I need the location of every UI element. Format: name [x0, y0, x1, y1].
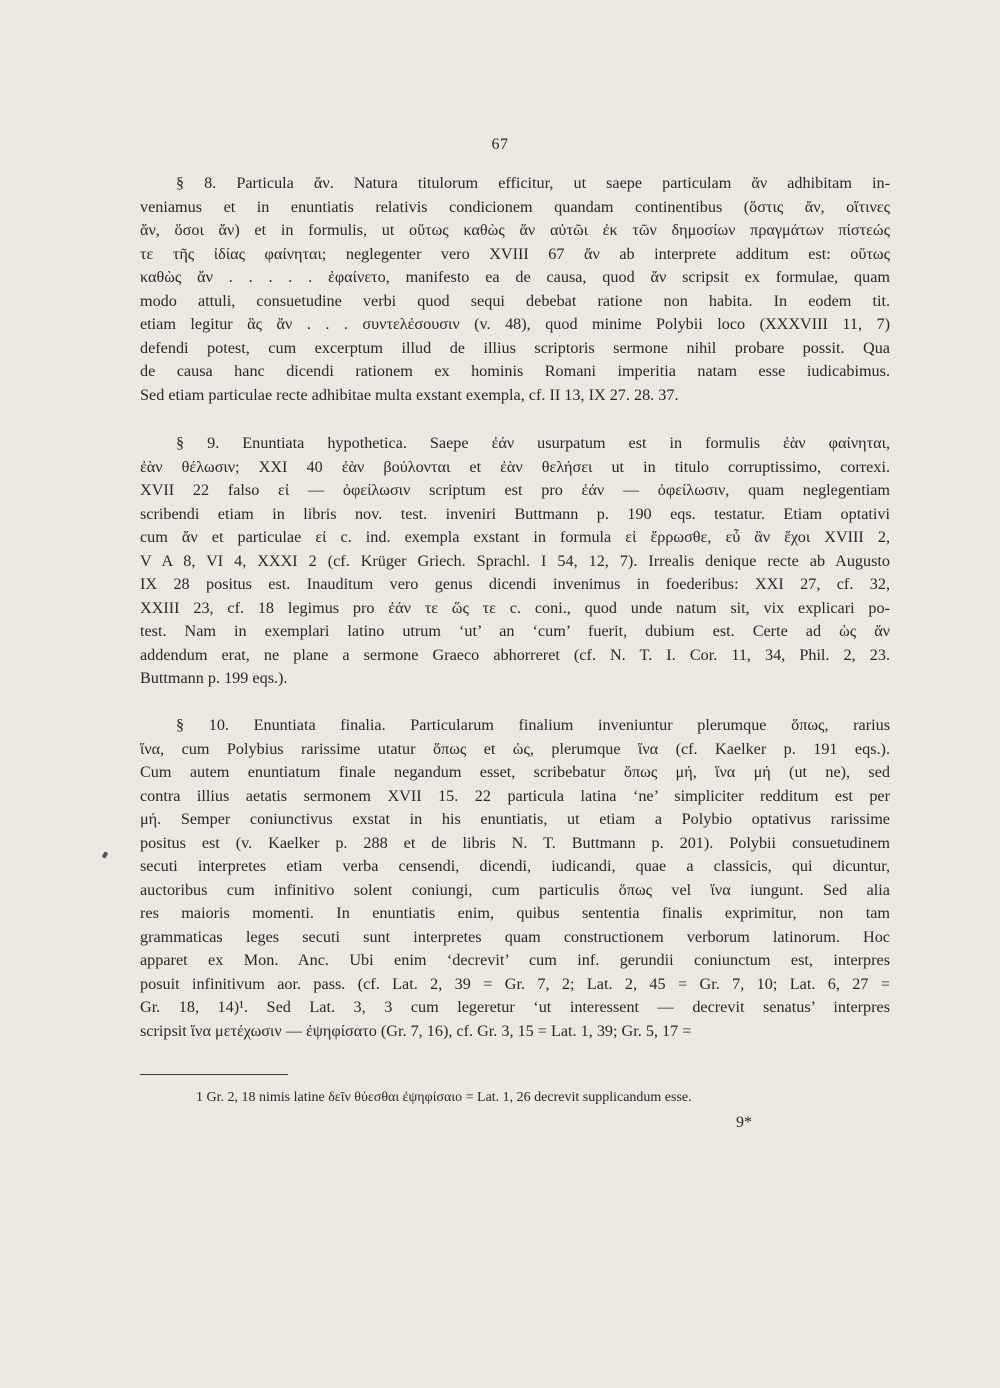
signature-mark: 9* [736, 1114, 752, 1131]
text-line: auctoribus cum infinitivo solent coniungi, cum particulis ὅπως vel ἵνα iungunt. Sed alia [140, 880, 890, 899]
text-line: § 9. Enuntiata hypothetica. Saepe ἐάν usurpatum est in formulis ἐὰν φαίνηται, [176, 434, 890, 452]
text-line: res maioris momenti. In enuntiatis enim, quibus sententia finalis exprimitur, non tam [140, 904, 890, 922]
text-line: Sed etiam particulae recte adhibitae multa exstant exempla, cf. II 13, IX 27. 28. 37. [140, 385, 679, 404]
text-line: V A 8, VI 4, XXXI 2 (cf. Krüger Griech. Sprachl. I 54, 12, 7). Irrealis denique recte ab Augusto [140, 551, 890, 570]
text-line: IX 28 positus est. Inauditum vero genus dicendi invenimus in foederibus: XXI 27, cf. 32, [140, 575, 890, 593]
text-line: veniamus et in enuntiatis relativis condicionem quandam continentibus (ὅστις ἄν, οἵτινες [140, 197, 890, 216]
text-line: XVII 22 falso εἰ — ὀφείλωσιν scriptum est pro ἐάν — ὀφείλωσιν, quam neglegentiam [140, 481, 890, 499]
text-line: modo attuli, consuetudine verbi quod sequi debebat ratione non habita. In eodem tit. [140, 291, 890, 310]
text-line: ἄν, ὅσοι ἄν) et in formulis, ut οὕτως καθὼς ἄν αὐτῶι ἐκ τῶν δημοσίων πραγμάτων πίστεώς [140, 221, 890, 239]
text-line: secuti interpretes etiam verba censendi, dicendi, iudicandi, quae a classicis, qui dicuntur, [140, 857, 890, 875]
text-line: scribendi etiam in libris nov. test. inveniri Buttmann p. 190 eqs. testatur. Etiam optativi [140, 504, 890, 523]
text-line: positus est (v. Kaelker p. 288 et de libris N. T. Buttmann p. 201). Polybii consuetudinem [140, 833, 890, 852]
text-line: scripsit ἵνα μετέχωσιν — ἐψηφίσατο (Gr. 7, 16), cf. Gr. 3, 15 = Lat. 1, 39; Gr. 5, 17 = [140, 1021, 692, 1040]
section-9-enuntiata-hypothetica [140, 432, 890, 691]
text-line: de causa hanc dicendi rationem ex hominis Romani imperitia natam esse iudicabimus. [140, 362, 890, 380]
text-line: ἵνα, cum Polybius rarissime utatur ὅπως et ὡς, plerumque ἵνα (cf. Kaelker p. 191 eqs.). [140, 739, 890, 758]
footnote-rule [140, 1074, 288, 1075]
text-line: § 8. Particula ἄν. Natura titulorum efficitur, ut saepe particulam ἄν adhibitam in- [176, 174, 890, 192]
section-8-particula-an [140, 172, 890, 407]
text-line: Buttmann p. 199 eqs.). [140, 669, 288, 687]
text-line: ἐὰν θέλωσιν; XXI 40 ἐὰν βούλονται et ἐὰν θελήσει ut in titulo corruptissimo, correxi. [140, 457, 890, 476]
text-line: καθὼς ἄν . . . . . ἐφαίνετο, manifesto ea de causa, quod ἄν scripsit ex formulae, quam [140, 268, 890, 286]
text-line: defendi potest, cum excerptum illud de illius scriptoris sermone nihil probare possit. Qua [140, 338, 890, 357]
text-line: grammaticas leges secuti sunt interpretes quam constructionem verborum latinorum. Hoc [140, 927, 890, 946]
text-line: μή. Semper coniunctivus exstat in his enuntiatis, ut etiam a Polybio optativus rarissime [140, 810, 890, 828]
text-line: τε τῆς ἰδίας φαίνηται; neglegenter vero XVIII 67 ἄν ab interprete additum est: οὕτως [140, 244, 890, 263]
text-line: § 10. Enuntiata finalia. Particularum finalium inveniuntur plerumque ὅπως, rarius [176, 716, 890, 734]
text-line: contra illius aetatis sermonem XVII 15. 22 particula latina ‘ne’ simpliciter redditum est per [140, 786, 890, 805]
text-line: XXIII 23, cf. 18 legimus pro ἐάν τε ὥς τε c. coni., quod unde natum sit, vix explicari po- [140, 598, 890, 617]
text-line: etiam legitur ἃς ἄν . . . συντελέσουσιν (v. 48), quod minime Polybii loco (XXXVIII 11, 7) [140, 315, 890, 333]
page-number: 67 [491, 136, 509, 153]
footnote: 1 Gr. 2, 18 nimis latine δεῖν θύεσθαι ἐψηφίσαιο = Lat. 1, 26 decrevit supplicandum esse. [196, 1090, 692, 1105]
text-line: Cum autem enuntiatum finale negandum esset, scribebatur ὅπως μή, ἵνα μή (ut ne), sed [140, 763, 890, 781]
section-10-enuntiata-finalia [140, 714, 890, 1043]
text-line: Gr. 18, 14)¹. Sed Lat. 3, 3 cum legeretur ‘ut interessent — decrevit senatus’ interpres [140, 998, 890, 1016]
text-line: cum ἄν et particulae εἰ c. ind. exempla exstant in formula εἰ ἔρρωσθε, εὖ ἂν ἔχοι XVIII 2, [140, 528, 890, 546]
text-line: posuit infinitivum aor. pass. (cf. Lat. 2, 39 = Gr. 7, 2; Lat. 2, 45 = Gr. 7, 10; Lat. 6, 27 = [140, 974, 890, 993]
margin-mark [102, 851, 108, 858]
text-line: addendum erat, ne plane a sermone Graeco abhorreret (cf. N. T. I. Cor. 11, 34, Phil. 2, 23. [140, 645, 890, 664]
text-line: apparet ex Mon. Anc. Ubi enim ‘decrevit’ cum inf. gerundii coniunctum est, interpres [140, 951, 890, 969]
text-line: test. Nam in exemplari latino utrum ‘ut’ an ‘cum’ fuerit, dubium est. Certe ad ὡς ἄν [140, 622, 890, 640]
